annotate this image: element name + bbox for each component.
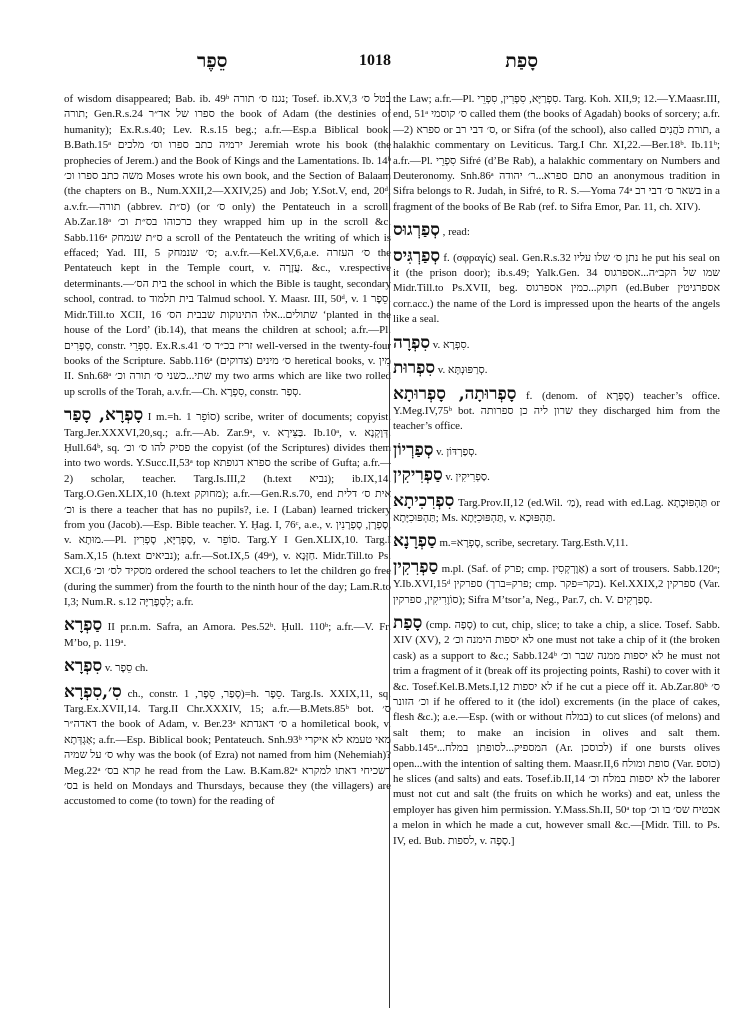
entry-headword: סְפַרְגוּס [393,220,440,241]
dictionary-entry [393,492,720,527]
entry-headword: סִפְרָה [393,332,431,353]
entry-text: (cmp. סָפָה) to cut, chip, slice; to take a chip, a slice. Tosef. Sabb. XIV (XV), 2 לא יספות הימנה וכ׳ one must not take a chip of it (the broken cask) as a support to &c.; Sabb.124ᵇ לא יספות ממנה שבר וכ׳ he must not trim a fragment of it (break off its projecting points, Rashi) to cover with it &c. Tosef.Kel.B.Mets.I,12 לא יספות if he cut a piece off it. Ab.Zar.80ᵇ ס׳ וכ׳ הזונר if he offered to it (the idol) excrements (in the place of cakes, flesh &c.); a.e.—Esp. (with or without במלח) to cut slices (of melons) and salt them; to make an incision in olives and salt them. Sabb.145ᵃ...המספיק...לסופתן במלח (Ar. לכוסכן) if one bursts olives open...with the intention of salting them. Maasr.II,6 סופת ומולח (Var. כוספ) he slices (and salts) and eats. Tosef.ib.II,14 לא יספות במלח וכ׳ the laborer must not cut and salt (the fruits on which he works) and eat, unless the employer has given him permission. Y.Mass.Sh.II, 50ᵃ top אבטיח שס׳ בו וכ׳ a melon in which he made a cut, however small &c.—[Midr. Till. to Ps. IV, ed. Bub. לספות, v. סָפָה.] [393,618,720,847]
entry-text: v. סְפַרְדּוֹן. [436,445,478,458]
dictionary-entry [393,441,720,460]
column-divider [389,92,390,1008]
entry-headword: סָפְרוּתָה, סָפְרוּתָא [393,383,517,404]
entry-headword: סִפְרָא [64,656,103,677]
dictionary-entry [393,334,720,353]
entry-text: m.=סָפְרָא, scribe, secretary. Targ.Esth.V,11. [439,537,629,550]
dictionary-entry [393,614,720,849]
dictionary-entry [64,657,391,676]
entry-text: f. (σφραγίς) seal. Gen.R.s.32 נתן ס׳ שלו עליו he put his seal on it (the prison door); ib.s.49; Yalk.Gen. 34 שמו של הקב״ה...אספרגוס Midr.Till.to Ps.XVII, beg. חקוק...כמין אספרגוס (ed.Buber אספרגיטין corr.acc.) the name of the Lord is impressed upon the hearts of the angels like a seal. [393,251,720,326]
entry-headword: סִפְרִכִיתָא [393,490,455,511]
right-column [393,92,720,1010]
entry-headword: סְפַרְגִּיס [393,245,441,266]
entry-text: , read: [442,226,470,239]
entry-text: v. סִפְרָא. [432,338,470,351]
dictionary-entry [64,92,391,400]
entry-headword: סַפְרִיקִין [393,465,443,486]
entry-headword: סַפְרִקִין [393,556,439,577]
dictionary-entry [393,385,720,435]
entry-headword: סָפְרָא, סָפַר [64,405,144,426]
left-running-headword: סֵפֶר [197,50,228,72]
entry-text: f. (denom. of סָפְרָא) teacher’s office. Y.Meg.IV,75ᵇ bot. שרון ליה כן ספרותה they discharged him from the teacher’s office. [393,389,720,433]
dictionary-entry [393,466,720,485]
dictionary-entry [393,359,720,378]
entry-text: v. סַפְרִיקִין. [445,471,490,484]
entry-text: I m.=h. סוֹפֵר 1) scribe, writer of documents; copyist. Targ.Jer.XXXVI,20,sq.; a.fr.—Ab. Zar.9ᵃ, v. בַּצִּירָא. Ib.10ᵃ, v. דְּוָקְנָא. Ḥull.64ᵇ, sq. פסיק להו ס׳ וכ׳ the copyist (of the Scriptures) divides them into two words. Y.Succ.II,53ᵃ top ספרא דגופתא the scribe of Gufta; a.fr.—2) scholar, teacher. Targ.Is.III,2 (h.text נביא); ib.IX,14. Targ.O.Gen.XLIX,10 (h.text מחוקק); a.fr.—Gen.R.s.70, end אית ס׳ דלית וכ׳ is there a teacher that has no pupils?, i.e. I (Laban) learned trickery from you (Jacob).—Esp. Bible teacher. Y. Ḥag. I, 76ᶜ, a.e., v. סָפְרָן, סָפְרָנִין, v. מוּתָא.—Pl. סָפְרַיָּא, סָפְרִין, v. סוֹפֵר. Targ.Y I Gen.XLIX,10. Targ.I Sam.X,15 (h.text נביאים); a.fr.—Sot.IX,5 (49ᵃ), v. חַזָּנָא. Midr.Till.to Ps. XCI,6 מסקיד לס׳ וכ׳ ordered the school teachers to let the children go free (during the summer) from the fourth to the ninth hour of the day; Lam.R.to I,3; Num.R. s.12 לִסְפָרַיָּה; a.fr. [64,411,391,608]
entry-text: the Law; a.fr.—Pl. סִפְרַיָּא, סִפְרִין, סִפְרֵי. Targ. Koh. XII,9; 12.—Y.Maasr.III, end, 51ᵃ ס׳ קוסמי called them (the books of Agadah) books of sorcery; a.fr.—2) ספרא or ס׳ דבי רב, or Sifra (of the school), also called תורת כֹּהֲנִים, a halakhic commentary on Leviticus. Targ.I Chr. XI,22.—Ber.18ᵇ. Ib.11ᵇ; a.fr.—Pl. סִפְרֵי Sifré (d’Be Rab), a halakhic commentary on Numbers and Deuteronomy. Snh.86ᵃ סתם ספרא...ר׳ יהודה an anonymous tradition in Sifra belongs to R. Judah, in Sifré, to R. S.—Yoma 74ᵃ בשאר ס׳ דבי רב in a fragment of the books of Be Rab (ref. to Sifra Emor, Par. 11, ch. XIV). [393,93,720,213]
dictionary-entry [393,221,720,240]
dictionary-entry [393,247,720,328]
entry-headword: סַפְרָנָא [393,531,437,552]
entry-text: m.pl. (Saf. of פרק; cmp. אַוֶרְקְסִין) a sort of trousers. Sabb.120ᵃ; Y.Ib.XVI,15ᵈ ספרקין (פרק=ברך; cmp. בקר=פקר). Kel.XXIX,2 ספרקין (Var. סוֹוֶרִיקִין, ספרקין); Sifra M’tsor’a, Neg., Par.7, ch. V. סְפַרְקִים. [393,562,720,606]
dictionary-entry [393,532,720,551]
entry-headword: סְפַרְיוֹן [393,439,434,460]
entry-text: of wisdom disappeared; Bab. ib. 49ᵇ נגנז ס׳ תורה; Tosef. ib.XV,3 בטל ס׳ תורה; Gen.R.s.24 ספרו של אד״ר the book of Adam (the destinies of humanity); Ex.R.s.40; Lev. R.s.15 beg.; a.fr.—Esp.a Biblical book. B.Bath.15ᵃ ירמיה כתב ספרו וס׳ מלכים Jeremiah wrote his book (the prophecies of Jerem.) and the Book of Kings and the Lamentations. Ib. 14ᵇ משה כתב ספרו וכ׳ Moses wrote his own book, and the Section of Balaam (the chapters on B., Num.XXII,2—XXIV,25) and Job; Y.Sot.V, end, 20ᵈ; a.v.fr.—תורה (abbrev. ס״ת) (or ס׳ only) the Pentateuch in a scroll. Ab.Zar.18ᵃ כרכוהו בס״ת וכ׳ they wrapped him up in the scroll &c. Sabb.116ᵃ ס״ת שנמחק a scroll of the Pentateuch the writing of which is effaced; Yad. III, 5 ס׳ שנמחק; a.v.fr.—Kel.XV,6,a.e. ס׳ העזרה the Pentateuch kept in the Temple court, v. עֲזָרָה. &c., v.respective determinants.—בית הס׳ the school in which the Bible is taught, secondary school, contrad. to בית תלמוד Talmud school. Y. Maasr. III, 50ᵈ, v. סֵפֶר 1. Midr.Till.to XCII, 16 שתולים...אלו התינוקות שבבית הס׳ ‘planted in the house of the Lord’ (ib.14), that means the children at school; a.fr.—Pl. סְפָרִים, constr. סִפְרֵי. Ex.R.s.41 זריז בכ״ד ס׳ well-versed in the twenty-four books of the Scripture. Sabb.116ᵃ ס׳ מינים (צדוקים) heretical books, v. מִין II. Snh.68ᵃ שתי...כשני ס׳ תורה וכ׳ my two arms which are like two rolled up scrolls of the Torah, a.v.fr.—Ch. סִפְרָא, constr. סְפַר. [64,93,391,398]
dictionary-entry [393,92,720,215]
entry-text: v. סֵפֶר ch. [104,662,149,675]
entry-headword: סָפַת [393,612,423,633]
left-column [64,92,391,1010]
right-running-headword: סָפַת [505,50,538,72]
dictionary-entry [64,616,391,651]
dictionary-entry [64,683,391,810]
dictionary-entry [393,558,720,608]
entry-headword: סַפְרָא [64,615,103,636]
entry-headword: סִ׳,סִפְרָא [64,681,122,702]
entry-text: ch., constr. סְפַר, סֵפֶר, 1)=h. סֵפֶר. Targ.Is. XXIX,11, sq. Targ.Ex.XVII,14. Targ.II Chr.XXXIV, 15; a.fr.—B.Mets.85ᵇ bot. ס׳ דאדה״ר the book of Adam, v. Ber.23ᵃ ס׳ דאגדתא a homiletical book, v. אַגְדְּתָא; a.fr.—Esp. Biblical book; Pentateuch. Snh.93ᵇ מאי טעמא לא איקרי ס׳ על שמיה why was the book (of Ezra) not named from him (Nehemiah)? Meg.22ᵃ קרא בס׳ he read from the Law. B.Kam.82ᵃ דשכיחי דאתו למקרא בס׳ is held on Mondays and Thursdays, because they (the villagers) are accustomed to come (to town) for the reading of [64,687,391,808]
entry-text: Targ.Prov.II,12 (ed.Wil. מַ׳), read with ed.Lag. תַּהְפּוּכָתָא or תַּהְפּוּכִיָּתָא; Ms. תַּהְפּוּכִיָּתָא, v. תַּהְפּוּכָא. [393,496,720,524]
dictionary-entry [64,406,391,610]
entry-headword: סִפְרוּת [393,358,435,379]
page-header [62,50,688,76]
page-number: 1018 [359,52,391,69]
entry-text: II pr.n.m. Safra, an Amora. Pes.52ᵇ. Ḥull. 110ᵇ; a.fr.—V. Fr. M’bo, p. 119ᵃ. [64,621,391,649]
entry-text: v. סְרַפּוּנְתָּא. [437,364,488,377]
